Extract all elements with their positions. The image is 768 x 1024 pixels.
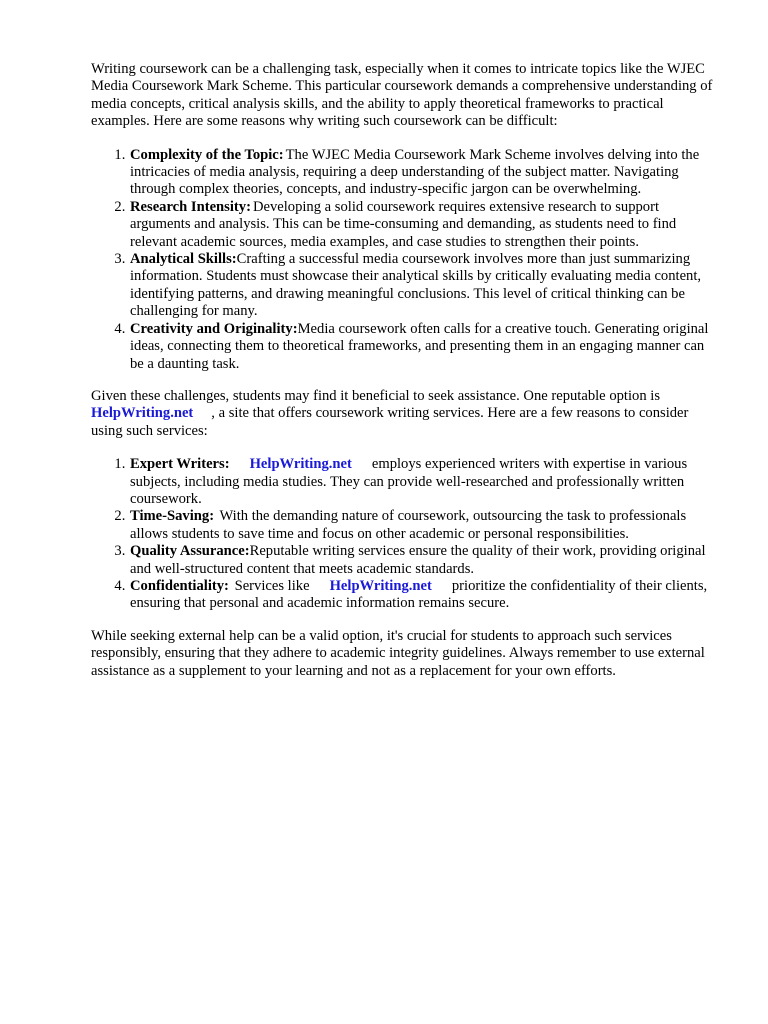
item-text: With the demanding nature of coursework, outsourcing the task to professionals allows students to save time and focus on other academic or personal responsibilities. [130,508,687,542]
helpwriting-link[interactable]: HelpWriting.net [329,577,432,594]
list-item [129,147,721,199]
intro-paragraph: Writing coursework can be a challenging task, especially when it comes to intricate topics like the WJEC Media Coursework Mark Scheme. This particular coursework demands a comprehensive understanding of media concepts, critical analysis skills, and the ability to apply theoretical frameworks to practical examples. Here are some reasons why writing such coursework can be difficult: [91,61,713,130]
list-item [129,251,721,321]
document-body [91,61,721,680]
given-paragraph [91,388,721,440]
item-text: The WJEC Media Coursework Mark Scheme involves delving into the intricacies of media analysis, requiring a deep understanding of the subject matter. Navigating through complex theories, concepts, and industry-specific jargon can be overwhelming. [130,146,700,198]
item-label: Confidentiality: [130,577,229,594]
item-label: Expert Writers: [130,456,230,473]
item-text: Crafting a successful media coursework involves more than just summarizing information. Students must showcase their analytical skills by critically evaluating media content, identifying patterns, and drawing meaningful conclusions. This level of critical thinking can be challenging for many. [130,251,702,320]
item-label: Research Intensity: [130,198,251,215]
list-item [129,508,721,543]
item-text: Services like [234,577,310,594]
item-label: Analytical Skills: [130,251,237,268]
item-text: Media coursework often calls for a creative touch. Generating original ideas, connecting them to theoretical frameworks, and presenting them in an engaging manner can be a daunting task. [130,320,709,372]
item-text: employs experienced writers with expertise in various subjects, including media studies. They can provide well-researched and professionally written coursework. [130,456,688,507]
helpwriting-link[interactable]: HelpWriting.net [91,405,194,422]
list-item [129,199,721,251]
item-label: Quality Assurance: [130,543,250,560]
item-label: Complexity of the Topic: [130,146,284,163]
list-item [129,543,721,578]
item-text: prioritize the confidentiality of their clients, ensuring that personal and academic information remains secure. [130,577,708,612]
item-label: Creativity and Originality: [130,320,298,337]
helpwriting-link[interactable]: HelpWriting.net [249,456,352,473]
reasons-list [91,456,721,613]
item-label: Time-Saving: [130,508,215,525]
challenges-list [91,147,721,373]
given-text-after: , a site that offers coursework writing services. Here are a few reasons to consider using such services: [91,405,689,439]
list-item [129,456,721,508]
list-item [129,321,721,373]
item-text: Reputable writing services ensure the quality of their work, providing original and well-structured content that meets academic standards. [130,543,706,577]
given-text-before: Given these challenges, students may find it beneficial to seek assistance. One reputable option is [91,387,660,404]
closing-paragraph: While seeking external help can be a valid option, it's crucial for students to approach such services responsibly, ensuring that they adhere to academic integrity guidelines. Always remember to use external assistance as a supplement to your learning and not as a replacement for your own efforts. [91,627,705,679]
item-text: Developing a solid coursework requires extensive research to support arguments and analysis. This can be time-consuming and demanding, as students need to find relevant academic sources, media examples, and case studies to strengthen their points. [130,198,677,250]
list-item [129,578,721,613]
